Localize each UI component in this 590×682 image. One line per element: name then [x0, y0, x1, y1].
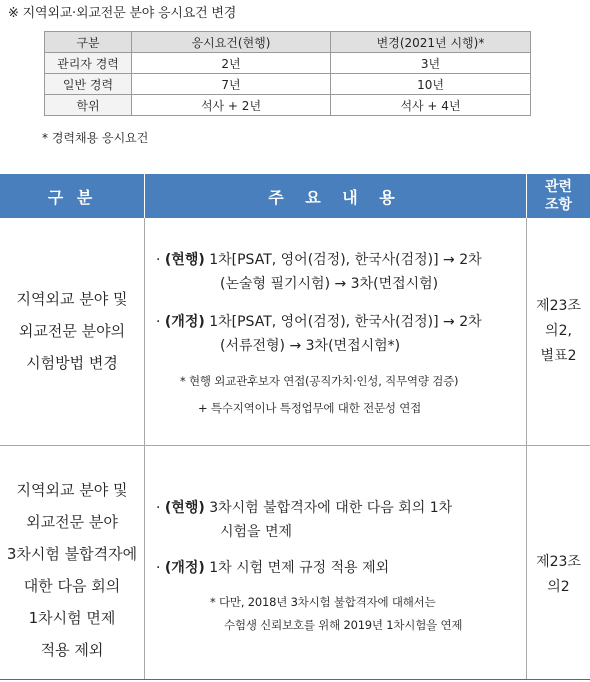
table-cell: 7년	[132, 74, 331, 95]
row2-category	[0, 474, 144, 666]
current-line-cont: 시험을 면제	[220, 524, 293, 540]
footnote: * 경력채용 응시요건	[42, 131, 149, 145]
ref-line: 의2	[547, 579, 570, 595]
table-cell: 3년	[331, 53, 531, 74]
table-row	[45, 95, 531, 116]
row2-current-item	[156, 496, 522, 544]
ref-line: 별표2	[540, 348, 577, 364]
column-divider	[144, 218, 145, 680]
category-line: 적용 제외	[40, 641, 104, 659]
table-header-cell: 구분	[45, 32, 132, 53]
category-line: 1차시험 면제	[28, 609, 116, 627]
category-line: 3차시험 불합격자에	[6, 545, 138, 563]
ref-line: 제23조	[536, 298, 581, 314]
requirements-table	[44, 31, 531, 116]
revised-line-cont: (서류전형) → 3차(면접시험*)	[220, 338, 401, 354]
row1-related-article	[527, 294, 590, 369]
header-ref-line1: 관련	[544, 179, 573, 195]
ref-line: 의2,	[545, 323, 572, 339]
row-label: 학위	[45, 95, 132, 116]
bullet: ·	[156, 252, 161, 268]
row2-subnote-1: * 다만, 2018년 3차시험 불합격자에 대해서는	[210, 595, 436, 609]
header-category: 구 분	[0, 174, 144, 218]
header-content: 주 요 내 용	[145, 174, 526, 218]
header-related-article	[527, 174, 590, 218]
table-header-cell: 변경(2021년 시행)*	[331, 32, 531, 53]
row1-subnote-2: + 특수지역이나 특정업무에 대한 전문성 연접	[198, 401, 422, 415]
category-line: 지역외교 분야 및	[16, 481, 128, 499]
category-line: 외교전문 분야의	[18, 322, 126, 340]
current-line: 1차[PSAT, 영어(검정), 한국사(검정)] → 2차	[209, 252, 482, 268]
table-cell: 석사 + 2년	[132, 95, 331, 116]
table-row	[45, 53, 531, 74]
category-line: 대한 다음 회의	[23, 577, 121, 595]
column-divider	[526, 218, 527, 680]
table-header-row	[45, 32, 531, 53]
category-line: 외교전문 분야	[26, 513, 118, 531]
revised-tag: (개정)	[164, 560, 205, 576]
table-row	[45, 74, 531, 95]
revised-line: 1차 시험 면제 규정 적용 제외	[209, 560, 390, 576]
category-line: 시험방법 변경	[26, 354, 118, 372]
revised-tag: (개정)	[164, 314, 205, 330]
row2-related-article	[527, 550, 590, 600]
bullet: ·	[156, 500, 161, 516]
row-divider	[0, 445, 590, 446]
table-cell: 석사 + 4년	[331, 95, 531, 116]
header-ref-line2: 조항	[544, 197, 573, 213]
bullet: ·	[156, 314, 161, 330]
row-label: 일반 경력	[45, 74, 132, 95]
row2-subnote-2: 수험생 신뢰보호를 위해 2019년 1차시험을 연제	[224, 618, 463, 632]
current-tag: (현행)	[164, 500, 205, 516]
category-line: 지역외교 분야 및	[16, 290, 128, 308]
current-line-cont: (논술형 필기시험) → 3차(면접시험)	[220, 276, 439, 292]
ref-line: 제23조	[536, 554, 581, 570]
section-title: ※ 지역외교·외교전문 분야 응시요건 변경	[8, 6, 237, 21]
table-cell: 10년	[331, 74, 531, 95]
row-label: 관리자 경력	[45, 53, 132, 74]
row1-revised-item	[156, 310, 522, 358]
bullet: ·	[156, 560, 161, 576]
revised-line: 1차[PSAT, 영어(검정), 한국사(검정)] → 2차	[209, 314, 482, 330]
row1-subnote-1: * 현행 외교관후보자 연접(공직가치·인성, 직무역량 검증)	[180, 374, 459, 388]
table-header-cell: 응시요건(현행)	[132, 32, 331, 53]
table-cell: 2년	[132, 53, 331, 74]
row2-revised-item	[156, 556, 522, 580]
current-tag: (현행)	[164, 252, 205, 268]
table-bottom-border	[0, 679, 590, 680]
row1-current-item	[156, 248, 522, 296]
row1-category	[0, 283, 144, 379]
current-line: 3차시험 불합격자에 대한 다음 회의 1차	[209, 500, 453, 516]
